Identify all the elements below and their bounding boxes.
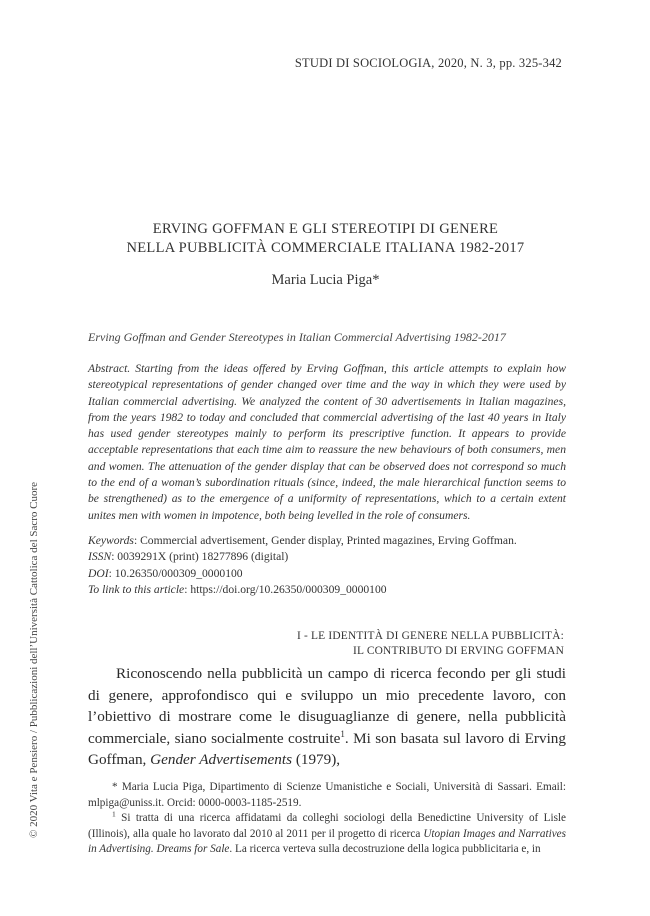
body-text-part-1: Riconoscendo nella pubblicità un campo di ricerca fecondo per gli studi di genere, approfondisco qui e sviluppo un mio precedente lavoro, con l’obiettivo di mostrare come le disuguaglianze di genere, nella pubblicità commerciale, siano socialmente costruite bbox=[88, 665, 566, 747]
footnote-ref-1[interactable]: 1 bbox=[340, 728, 345, 739]
footnote-1-text-a: Si tratta di una ricerca affidatami da colleghi sociologi della Benedictine University of Lisle (Illinois), alla quale ho lavorato dal 2010 al 2011 per il progetto di ricerca bbox=[88, 812, 566, 840]
doi-row bbox=[88, 566, 566, 582]
article-title bbox=[88, 220, 563, 258]
article-metadata bbox=[88, 533, 566, 598]
footnote-author: * Maria Lucia Piga, Dipartimento di Scienze Umanistiche e Sociali, Università di Sassari. Email: mlpiga@uniss.it. Orcid: 0000-0003-1185-2519. bbox=[88, 781, 566, 809]
section-heading-line-1: I - LE IDENTITÀ DI GENERE NELLA PUBBLICITÀ: bbox=[296, 630, 564, 642]
footnotes bbox=[88, 780, 566, 858]
body-paragraph bbox=[88, 663, 566, 771]
body-book-title: Gender Advertisements bbox=[150, 751, 293, 768]
doi-value: : 10.26350/000309_0000100 bbox=[108, 566, 243, 580]
link-row bbox=[88, 582, 566, 598]
section-heading bbox=[297, 629, 564, 659]
footnote-1-number: 1 bbox=[112, 809, 116, 819]
article-title-line-1: ERVING GOFFMAN E GLI STEREOTIPI DI GENERE bbox=[152, 221, 499, 237]
keywords-value: : Commercial advertisement, Gender display, Printed magazines, Erving Goffman. bbox=[133, 534, 517, 547]
keywords-label: Keywords bbox=[88, 534, 134, 547]
english-title: Erving Goffman and Gender Stereotypes in Italian Commercial Advertising 1982-2017 bbox=[88, 330, 506, 344]
issn-value: : 0039291X (print) 18277896 (digital) bbox=[111, 550, 289, 564]
body-text-part-3: (1979), bbox=[292, 751, 341, 768]
abstract: Abstract. Starting from the ideas offered by Erving Goffman, this article attempts to explain how stereotypical representations of gender changed over time and the way in which they were used by Italian commercial advertising. We analyzed the content of 30 advertisements in Italian magazines, from the years 1982 to today and concluded that commercial advertising of the last 40 years in Italy has used gender stereotypes mainly to perform its prescriptive function. It appears to provide acceptable representations that each time aim to reassure the new behaviours of both consumers, men and women. The attenuation of the gender display that can be observed does not correspond so much to the end of a woman’s subordination rituals (since, indeed, the male hierarchical function seems to be strengthened) as to the emergence of a uniformity of representations, which to a certain extent unites men with women in impotence, both being levelled in the role of consumers. bbox=[88, 362, 566, 522]
issn-label: ISSN bbox=[88, 550, 112, 564]
author-name: Maria Lucia Piga* bbox=[271, 272, 380, 288]
keywords-row bbox=[88, 533, 566, 549]
body-text-part-2: . Mi son basata sul lavoro di Erving Goffman, bbox=[88, 729, 566, 768]
link-label: To link to this article bbox=[88, 582, 185, 596]
journal-header: STUDI DI SOCIOLOGIA, 2020, N. 3, pp. 325-342 bbox=[294, 56, 562, 70]
section-heading-line-2: IL CONTRIBUTO DI ERVING GOFFMAN bbox=[353, 645, 564, 657]
footnote-1 bbox=[88, 811, 566, 858]
footnote-1-italic: Utopian Images and Narratives in Advertising. Dreams for Sale bbox=[88, 827, 566, 855]
issn-row bbox=[88, 549, 566, 565]
doi-label: DOI bbox=[88, 566, 109, 580]
article-title-line-2: NELLA PUBBLICITÀ COMMERCIALE ITALIANA 1982-2017 bbox=[126, 240, 525, 256]
copyright-sidenote: © 2020 Vita e Pensiero / Pubblicazioni dell’Università Cattolica del Sacro Cuore bbox=[28, 481, 40, 838]
link-value[interactable]: : https://doi.org/10.26350/000309_0000100 bbox=[184, 582, 387, 596]
footnote-1-text-b: . La ricerca verteva sulla decostruzione della logica pubblicitaria e, in bbox=[229, 843, 541, 855]
